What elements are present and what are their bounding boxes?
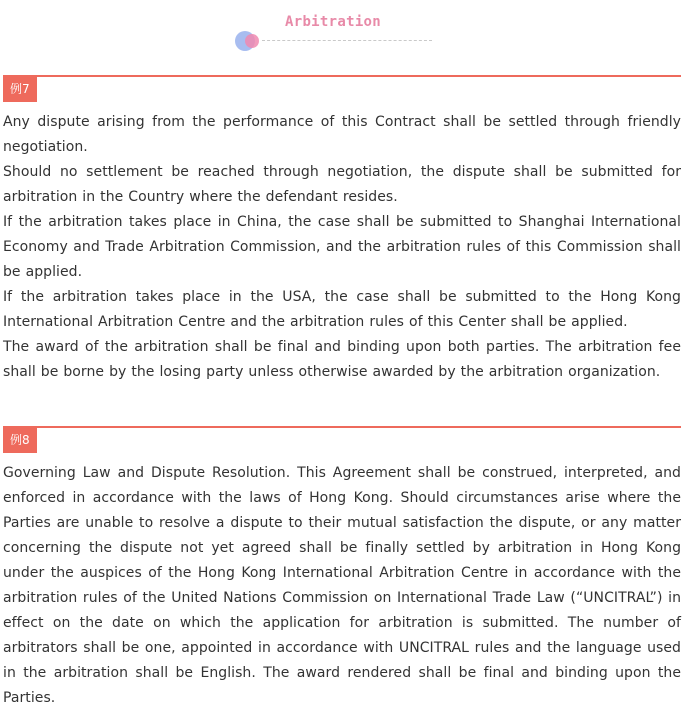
example-body [3, 110, 681, 385]
paragraph: Any dispute arising from the performance of this Contract shall be settled through friendly negotiation. [3, 114, 681, 155]
paragraph: If the arbitration takes place in the USA, the case shall be submitted to the Hong Kong International Arbitration Centre and the arbitration rules of this Center shall be applied. [3, 289, 681, 330]
example-label: 例7 [3, 77, 37, 102]
paragraph: The award of the arbitration shall be final and binding upon both parties. The arbitration fee shall be borne by the losing party unless otherwise awarded by the arbitration organization. [3, 339, 681, 380]
title-divider [262, 40, 432, 41]
section-header [0, 0, 689, 56]
section-rule [3, 75, 681, 77]
decorative-circles-icon [235, 31, 265, 51]
paragraph: Should no settlement be reached through negotiation, the dispute shall be submitted for arbitration in the Country where the defendant resides. [3, 164, 681, 205]
example-section-8 [3, 426, 681, 711]
example-label: 例8 [3, 428, 37, 453]
page-title: Arbitration [285, 14, 382, 30]
paragraph: Governing Law and Dispute Resolution. This Agreement shall be construed, interpreted, and enforced in accordance with the laws of Hong Kong. Should circumstances arise where the Parties are unable to resolve a dispute to their mutual satisfaction the dispute, or any matter concerning the dispute not yet agreed shall be finally settled by arbitration in Hong Kong under the auspices of the Hong Kong International Arbitration Centre in accordance with the arbitration rules of the United Nations Commission on International Trade Law (“UNCITRAL”) in effect on the date on which the application for arbitration is submitted. The number of arbitrators shall be one, appointed in accordance with UNCITRAL rules and the language used in the arbitration shall be English. The award rendered shall be final and binding upon the Parties. [3, 465, 681, 706]
section-rule [3, 426, 681, 428]
example-body [3, 461, 681, 711]
example-section-7 [3, 75, 681, 385]
pink-circle-icon [245, 34, 259, 48]
paragraph: If the arbitration takes place in China, the case shall be submitted to Shanghai International Economy and Trade Arbitration Commission, and the arbitration rules of this Commission shall be applied. [3, 214, 681, 280]
